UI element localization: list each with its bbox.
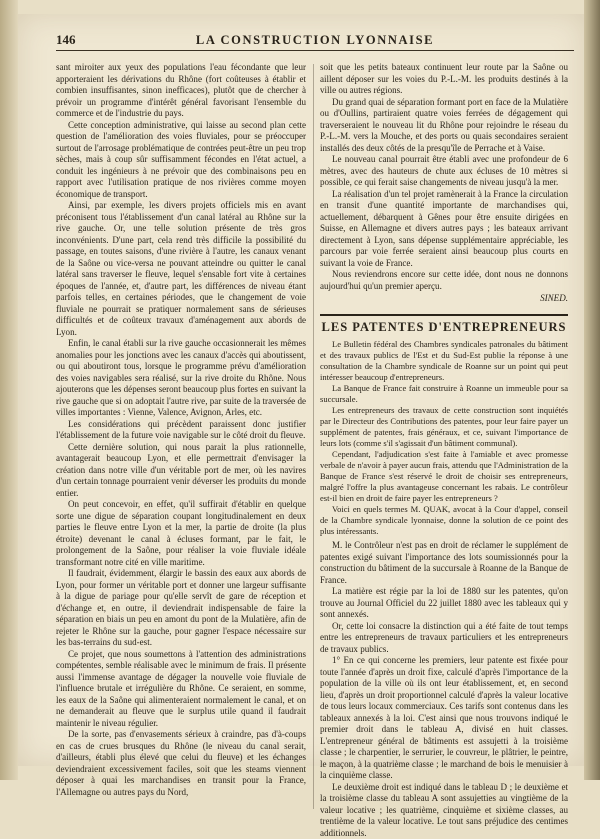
paragraph: Ce projet, que nous soumettons à l'attention des administrations compétentes, semble réalisable avec le minimum de frais. Il présente aussi l'immense avantage de dégager la nouvelle voie fluviale de l'influence brutale et irrégulière du Rhône. Ce seraient, en somme, les eaux de la Saône qui alimenteraient normalement le canal, et on ne demanderait au fleuve que le surplus utile quand il faudrait maintenir le niveau régulier. xyxy=(56,649,306,730)
section-rule xyxy=(320,314,568,316)
paragraph: La Banque de France fait construire à Roanne un immeuble pour sa succursale. xyxy=(320,383,568,405)
paragraph: Voici en quels termes M. QUAK, avocat à la Cour d'appel, conseil de la Chambre syndicale lyonnaise, donne la solution de ce point des plus intéressants. xyxy=(320,504,568,537)
paragraph: La réalisation d'un tel projet ramènerait à la France la circulation en transit d'une quantité importante de marchandises qui, actuellement, débarquent à Gênes pour être ensuite dirigées en Suisse, en Allemagne et divers autres pays ; les bateaux arrivant directement à Lyon, sans dépense supplémentaire appréciable, les parcours par voie ferrée seraient ainsi beaucoup plus courts en suivant la voie de France. xyxy=(320,189,568,270)
paragraph: M. le Contrôleur n'est pas en droit de réclamer le supplément de patentes exigé suivant l'importance des lots soumissionnés pour la construction du bâtiment de la succursale à Roanne de la Banque de France. xyxy=(320,540,568,586)
paragraph: Enfin, le canal établi sur la rive gauche occasionnerait les mêmes anomalies pour les jonctions avec les canaux d'accès qui aboutissent, ou qui aboutiront tous, lorsque le programme prévu d'amélioration des voies navigables sera réalisé, sur la rive droite du Rhône. Nous ajouterons que les dépenses seront beaucoup plus fortes en suivant la rive gauche que si on adoptait l'autre rive, par suite de la traversée de villes importantes : Vienne, Valence, Avignon, Arles, etc. xyxy=(56,338,306,419)
left-column xyxy=(56,62,306,815)
paragraph: Les considérations qui précèdent paraissent donc justifier l'établissement de la future voie navigable sur le côté droit du fleuve. xyxy=(56,419,306,442)
paragraph: Cette conception administrative, qui laisse au second plan cette question de l'amélioration des voies fluviales, pour se préoccuper surtout de l'arrosage problématique de contrées peut-être un peu trop sèches, mais à coup sûr suffisamment fécondes en l'état actuel, a conduit les ingénieurs à ne prévoir que des combinaisons peu en rapport avec l'utilisation pratique de nos rivières comme moyen économique de transport. xyxy=(56,120,306,201)
page-gutter-shadow xyxy=(0,0,18,780)
paragraph: Le nouveau canal pourrait être établi avec une profondeur de 6 mètres, avec des hauteurs de chute aux écluses de 10 mètres si possible, ce qui ferait saise changements de niveau jusqu'à la mer. xyxy=(320,154,568,189)
book-spine-edge xyxy=(584,0,600,780)
running-title: LA CONSTRUCTION LYONNAISE xyxy=(56,33,574,48)
paragraph: soit que les petits bateaux continuent leur route par la Saône ou aillent déposer sur les voies du P.-L.-M. les produits destinés à la ville ou autres régions. xyxy=(320,62,568,97)
paragraph: sant miroiter aux yeux des populations l'eau fécondante que leur apporteraient les dérivations du Rhône (fort coûteuses à établir et combien insuffisantes, sinon inefficaces), plutôt que de chercher à prévoir un programme d'intérêt général favorisant l'ensemble du commerce et de l'industrie du pays. xyxy=(56,62,306,120)
section-title: LES PATENTES D'ENTREPRENEURS xyxy=(320,322,568,334)
article-intro xyxy=(320,339,568,537)
paragraph: Cependant, l'adjudication s'est faite à l'amiable et avec promesse verbale de n'avoir à payer aucun frais, attendu que l'Administration de la Banque de France s'est réservé le droit de choisir ses entrepreneurs, malgré l'offre la plus avantageuse concernant les rabais. Le contrôleur est-il bien en droit de faire payer les entrepreneurs ? xyxy=(320,449,568,504)
paragraph: Nous reviendrons encore sur cette idée, dont nous ne donnons aujourd'hui qu'un premier aperçu. xyxy=(320,269,568,292)
author-signature: SINED. xyxy=(320,293,568,305)
paragraph: Du grand quai de séparation formant port en face de la Mulatière ou d'Oullins, partiraient quatre voies ferrées de dégagement qui traverseraient le nouveau lit du Rhône pour rejoindre le réseau du P.-L.-M. vers la Mouche, et des ports ou quais secondaires seraient installés des deux côtés de la presqu'île de Perrache et à Vaise. xyxy=(320,97,568,155)
paragraph: Or, cette loi consacre la distinction qui a été faite de tout temps entre les entrepreneurs de travaux particuliers et les entrepreneurs de travaux publics. xyxy=(320,621,568,656)
paragraph: 1° En ce qui concerne les premiers, leur patente est fixée pour toute l'année d'après un droit fixe, calculé d'après l'importance de la population de la ville où ils ont leur établissement, et, en second lieu, d'après un droit proportionnel calculé d'après la valeur locative de tous leurs locaux commerciaux. Ces tarifs sont contenus dans les tableaux annexés à la loi. C'est ainsi que nous trouvons indiqué le premier droit dans le tableau A, divisé en huit classes. L'entrepreneur général de bâtiments est assujetti à la troisième classe ; le charpentier, le serrurier, le couvreur, le plâtrier, le peintre, le maçon, à la quatrième classe ; le marchand de bois le menuisier à la cinquième classe. xyxy=(320,655,568,782)
paragraph: La matière est régie par la loi de 1880 sur les patentes, qu'on trouve au Journal Officiel du 22 juillet 1880 avec les tableaux qui y sont annexés. xyxy=(320,586,568,621)
paragraph: Il faudrait, évidemment, élargir le bassin des eaux aux abords de Lyon, pour former un véritable port et donner une largeur suffisante à la digue de pariage pour qu'elle servît de gare de réception et d'échange et, en outre, il deviendrait indispensable de faire la séparation en biais un peu en amont du pont de la Mulatière, afin de rejeter le Rhône sur la gauche, pour gagner l'espace nécessaire sur les bas-terrains du sud-est. xyxy=(56,568,306,649)
paragraph: On peut concevoir, en effet, qu'il suffirait d'établir en quelque sorte une digue de séparation coupant longitudinalement en deux parties le fleuve entre Lyon et la mer, la partie de droite (la plus étroite) devenant le canal à écluses formant, par le fait, le prolongement de la Saône, pour réaliser la voie fluviale idéale transformant notre cité en ville maritime. xyxy=(56,499,306,568)
paragraph: Le Bulletin fédéral des Chambres syndicales patronales du bâtiment et des travaux publics de l'Est et du Sud-Est publie la réponse à une consultation de la Chambre syndicale de Roanne sur un point qui peut intéresser beaucoup d'entrepreneurs. xyxy=(320,339,568,383)
paragraph: Cette dernière solution, qui nous parait la plus rationnelle, avantagerait beaucoup Lyon, et elle permettrait d'envisager la création dans notre ville d'un véritable port de mer, où les navires d'un certain tonnage pourraient venir déverser les produits du monde entier. xyxy=(56,442,306,500)
paragraph: Les entrepreneurs des travaux de cette construction sont inquiétés par le Directeur des Contributions des patentes, pour leur faire payer un supplément de patentes, frais généraux, et ce, suivant l'importance de leurs lots (comme s'il s'agissait d'un bâtiment communal). xyxy=(320,405,568,449)
paragraph: Ainsi, par exemple, les divers projets officiels mis en avant préconisent tous l'établissement d'un canal latéral au Rhône sur la rive gauche. Or, une telle solution présente de très gros inconvénients. D'une part, cela rend très difficile la possibilité du passage, en toutes saisons, d'une rivière à l'autre, les canaux venant de la Saône ou vice-versa ne pouvant atteindre ou quitter le canal latéral sans traverser le fleuve, lequel s'ensable fort vite à certaines époques de l'année, et, d'autre part, les différences de niveau étant parfois telles, en certaines périodes, que le changement de voie fluviale ne pourrait se pratiquer normalement sans de sérieuses difficultés et de coûteux travaux d'aménagement aux abords de Lyon. xyxy=(56,200,306,338)
paragraph: Le deuxième droit est indiqué dans le tableau D ; le deuxième et la troisième classe du tableau A sont assujetties au vingtième de la valeur locative ; les quatrième, cinquième et sixième classes, au trentième de la valeur locative. Le tout sans préjudice des centimes additionnels. xyxy=(320,782,568,839)
paragraph: De la sorte, pas d'envasements sérieux à craindre, pas d'à-coups en cas de crues brusques du Rhône (le niveau du canal serait, d'ailleurs, établi plus élevé que celui du fleuve) et les échanges deviendraient excessivement faciles, soit que les steams viennent déposer à quai les marchandises en transit pour la France, l'Allemagne ou autres pays du Nord, xyxy=(56,729,306,798)
column-divider xyxy=(313,64,314,809)
right-column xyxy=(320,62,568,815)
page-number: 146 xyxy=(56,32,76,48)
page-header xyxy=(56,30,574,51)
